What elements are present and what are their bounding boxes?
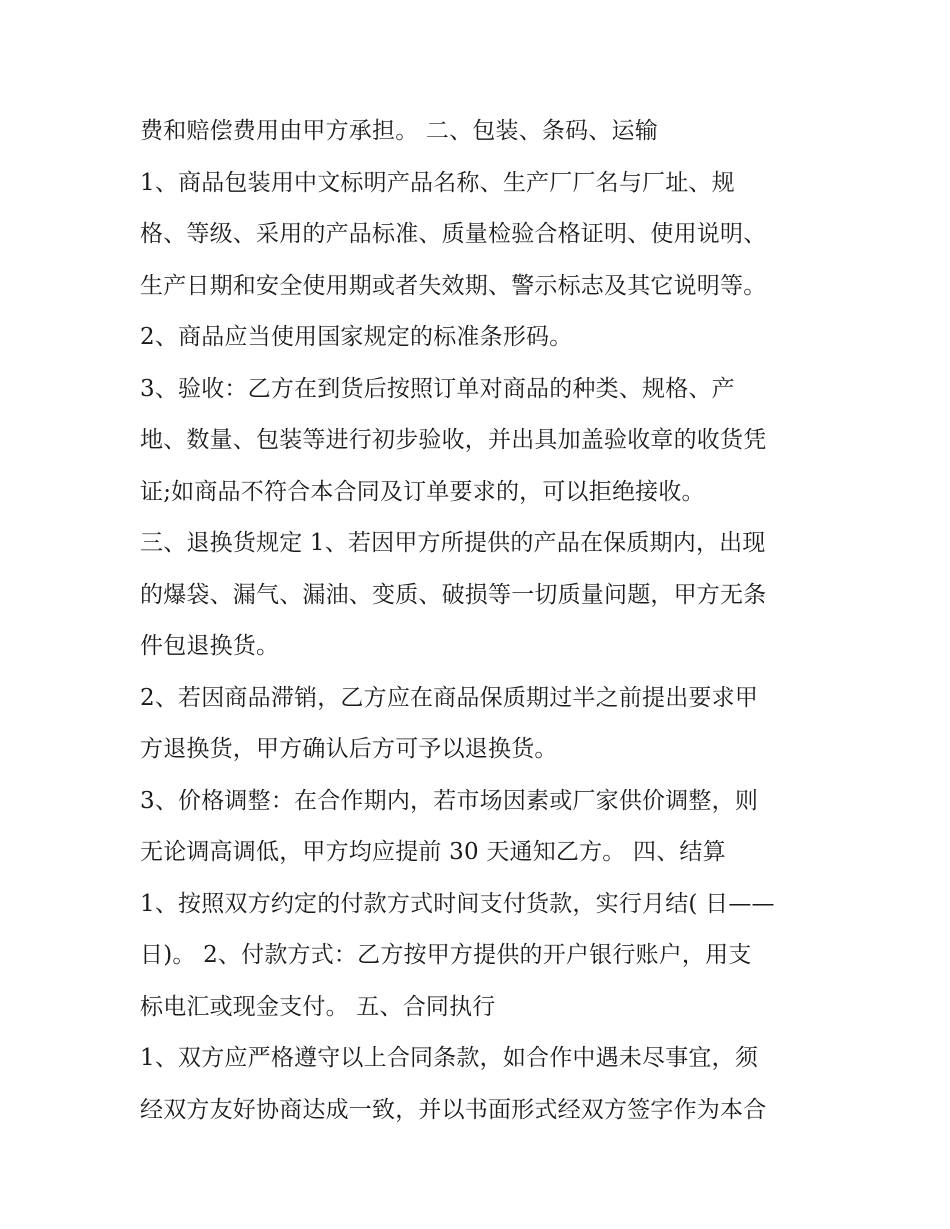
contract-text-block <box>140 106 820 1136</box>
text-line: 3、验收：乙方在到货后按照订单对商品的种类、规格、产 <box>140 375 735 402</box>
text-line: 2、商品应当使用国家规定的标准条形码。 <box>140 324 573 350</box>
text-line: 1、按照双方约定的付款方式时间支付货款，实行月结( 日—— <box>140 890 775 917</box>
text-line: 件包退换货。 <box>140 633 280 659</box>
text-line: 1、商品包装用中文标明产品名称、生产厂厂名与厂址、规 <box>140 169 735 196</box>
text-line: 经双方友好协商达成一致，并以书面形式经双方签字作为本合 <box>140 1096 767 1123</box>
text-line: 方退换货，甲方确认后方可予以退换货。 <box>140 736 558 762</box>
text-line: 生产日期和安全使用期或者失效期、警示标志及其它说明等。 <box>140 272 767 299</box>
text-line: 标电汇或现金支付。 五、合同执行 <box>140 993 496 1020</box>
text-line: 无论调高调低，甲方均应提前 30 天通知乙方。 四、结算 <box>140 839 726 865</box>
text-line: 日)。 2、付款方式：乙方按甲方提供的开户银行账户，用支 <box>140 942 752 968</box>
text-line: 三、退换货规定 1、若因甲方所提供的产品在保质期内，出现 <box>140 530 766 556</box>
text-line: 1、双方应严格遵守以上合同条款，如合作中遇未尽事宜，须 <box>140 1045 759 1071</box>
text-line: 的爆袋、漏气、漏油、变质、破损等一切质量问题，甲方无条 <box>140 581 767 608</box>
text-line: 3、价格调整：在合作期内，若市场因素或厂家供价调整，则 <box>140 787 759 814</box>
text-line: 费和赔偿费用由甲方承担。 二、包装、条码、运输 <box>140 118 658 144</box>
text-line: 地、数量、包装等进行初步验收，并出具加盖验收章的收货凭 <box>140 427 767 453</box>
text-line: 格、等级、采用的产品标准、质量检验合格证明、使用说明、 <box>140 221 767 247</box>
text-line: 2、若因商品滞销，乙方应在商品保质期过半之前提出要求甲 <box>140 684 759 711</box>
text-line: 证;如商品不符合本合同及订单要求的，可以拒绝接收。 <box>140 478 705 505</box>
